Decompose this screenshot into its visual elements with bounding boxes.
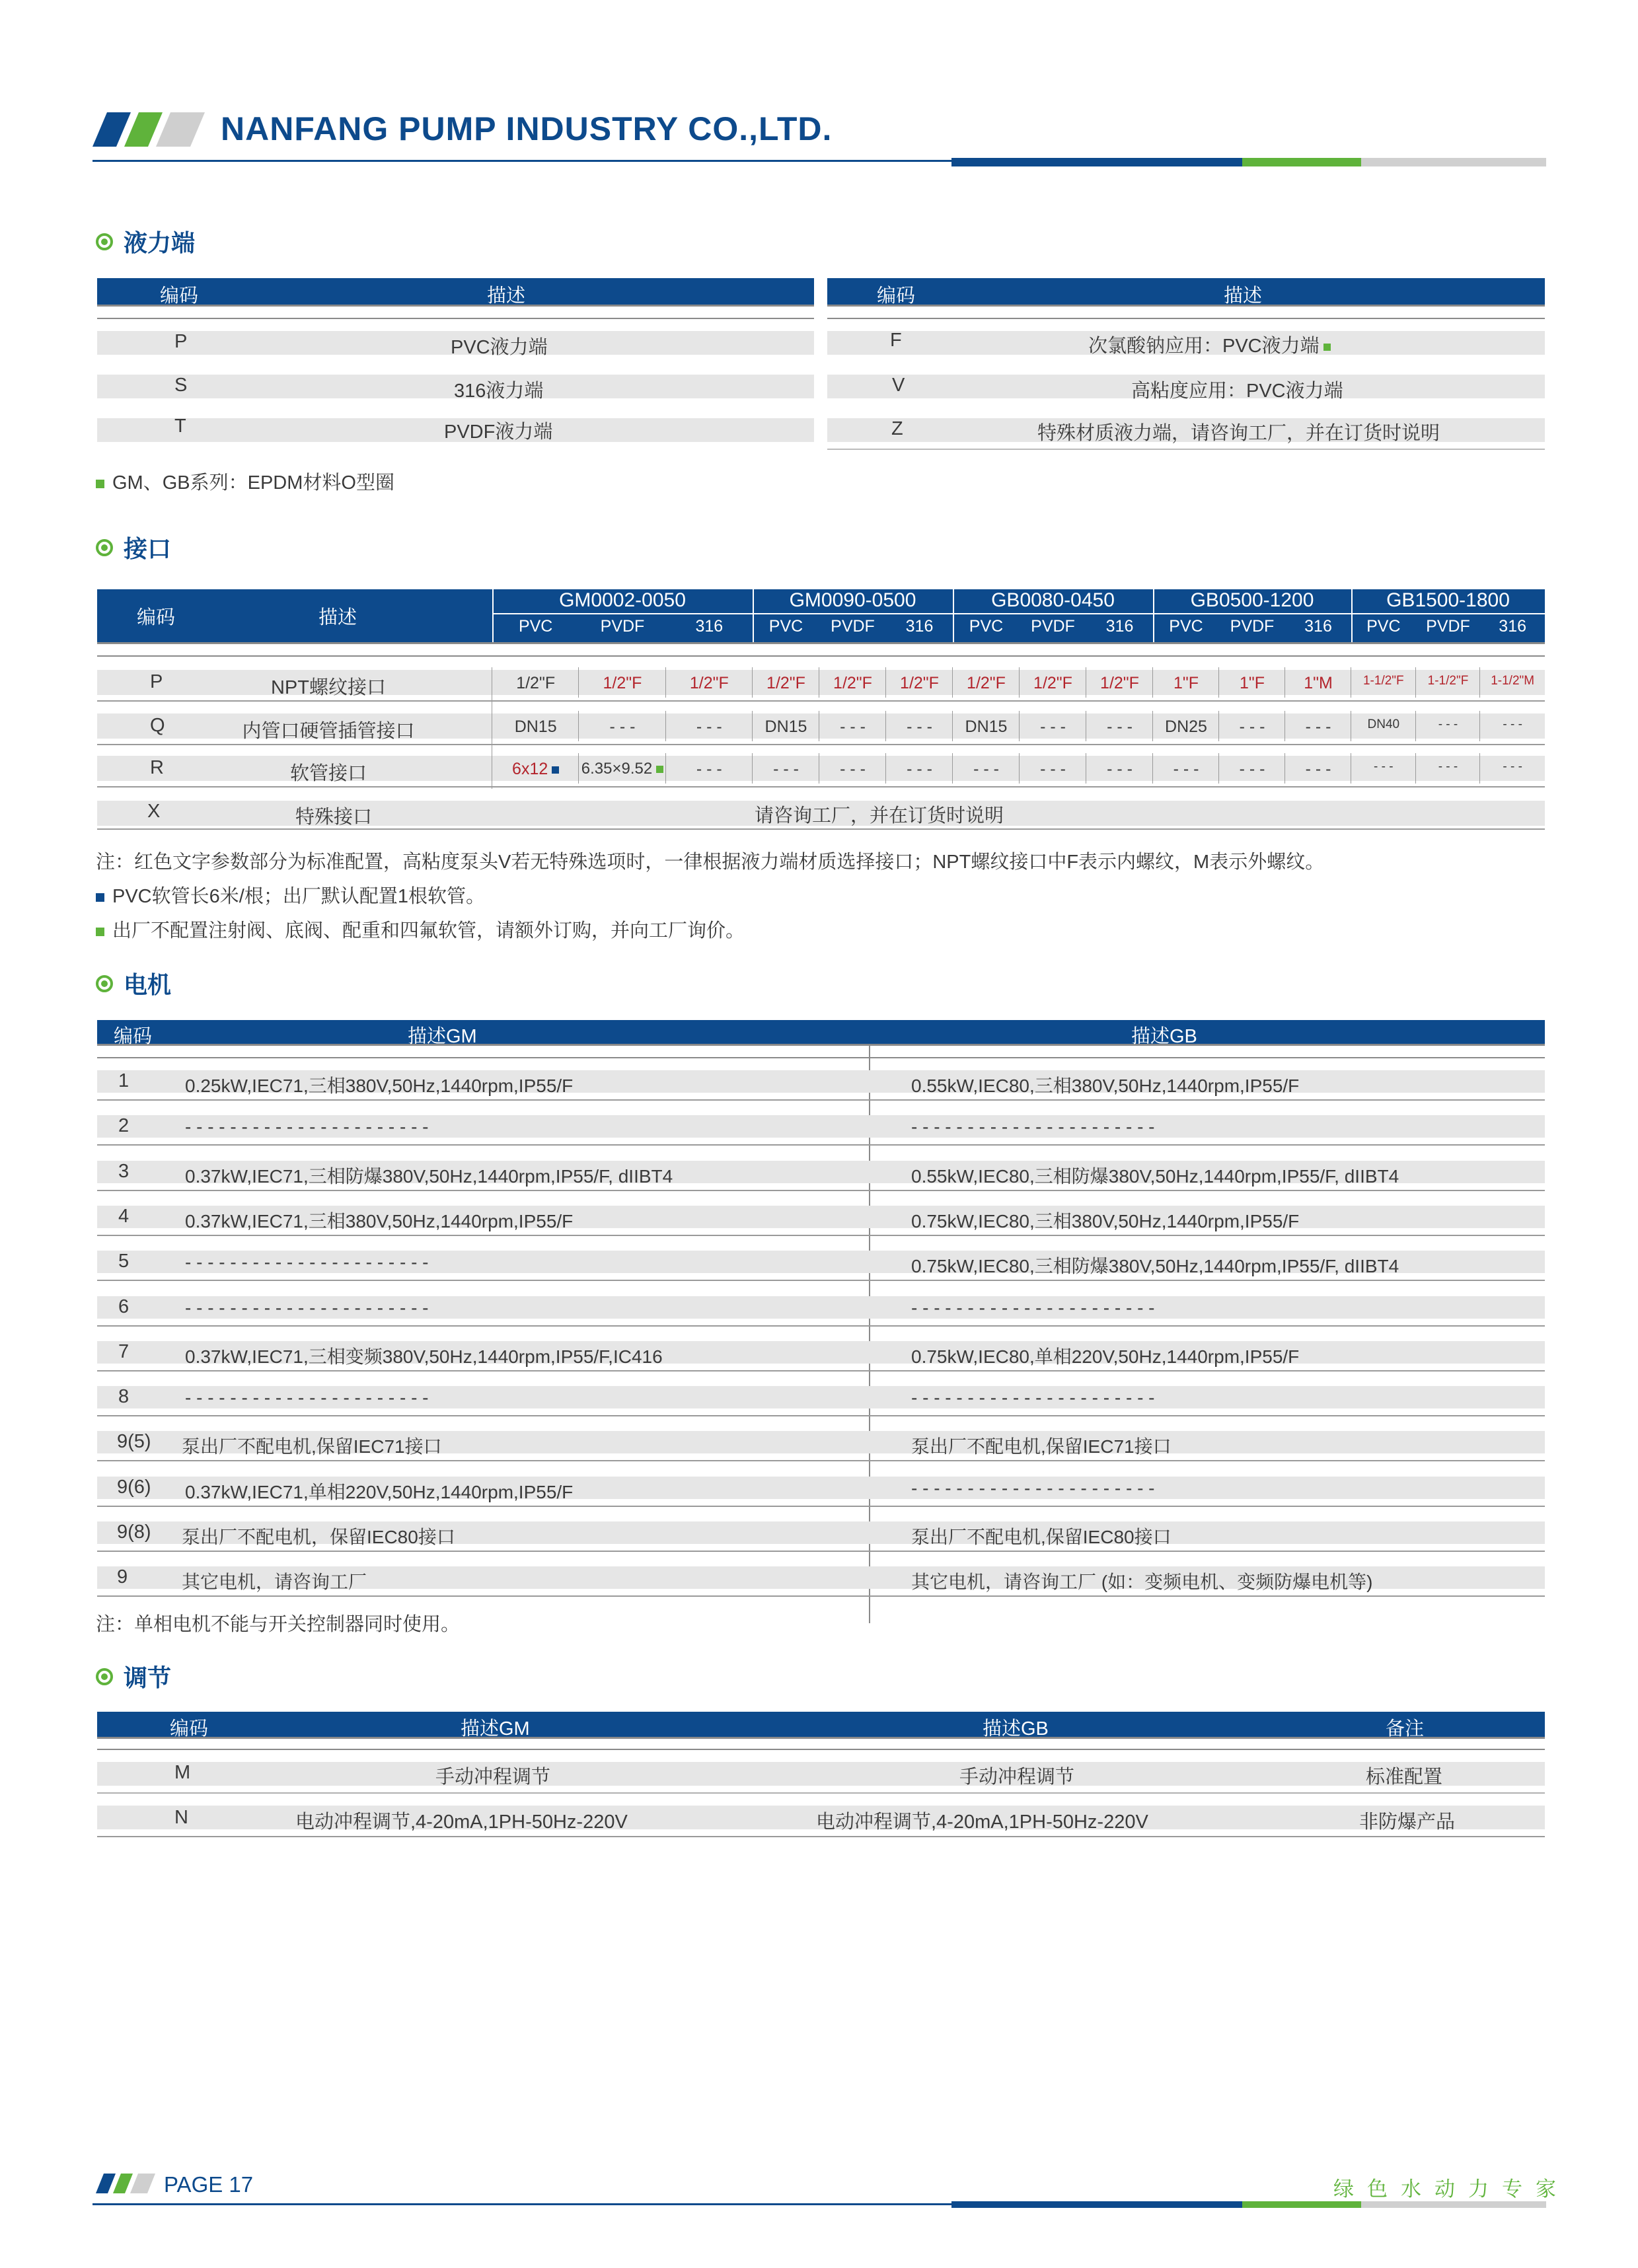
cell-gb: - - - - - - - - - - - - - - - - - - - - - - — [911, 1298, 1155, 1318]
cell-value-text: - - - — [1438, 760, 1458, 774]
cell-value — [1351, 674, 1416, 688]
cell-value-text: - - - — [973, 760, 999, 778]
section-title: 电机 — [124, 971, 172, 998]
material-header: 316 — [695, 617, 724, 636]
material-header: PVC — [1366, 617, 1401, 636]
cell-value — [753, 674, 819, 693]
cell-gb: 泵出厂不配电机,保留IEC71接口 — [911, 1436, 1172, 1457]
cell-code: N — [174, 1807, 188, 1828]
liquid-end-note — [96, 468, 394, 495]
cell-value — [666, 674, 753, 693]
material-header: 316 — [905, 617, 934, 636]
cell-value — [953, 674, 1020, 693]
cell-value-text: - - - — [1173, 760, 1199, 778]
cell-value-text: - - - — [1040, 717, 1066, 736]
footer-accent-gray — [1361, 2201, 1546, 2208]
row-divider — [97, 1144, 1545, 1146]
cell-value-text: 1/2"F — [900, 674, 939, 692]
cell-gm: 其它电机，请咨询工厂 — [182, 1572, 367, 1592]
section-interface — [96, 530, 171, 564]
note-text: 出厂不配置注射阀、底阀、配重和四氟软管，请额外订购，并向工厂询价。 — [112, 920, 745, 941]
cell-value-text: 1/2"F — [833, 674, 872, 692]
group-underline — [1153, 613, 1351, 614]
cell-value — [1086, 674, 1153, 693]
cell-desc: 内管口硬管插管接口 — [242, 721, 415, 742]
cell-gm: 0.25kW,IEC71,三相380V,50Hz,1440rpm,IP55/F — [185, 1076, 574, 1096]
header-accent-blue — [951, 158, 1242, 166]
cell-value — [1219, 760, 1285, 779]
cell-gb: 0.75kW,IEC80,单相220V,50Hz,1440rpm,IP55/F — [911, 1346, 1300, 1367]
cell-value — [1020, 760, 1086, 779]
company-name: NANFANG PUMP INDUSTRY CO.,LTD. — [221, 110, 833, 147]
cell-value — [753, 717, 819, 737]
row-divider — [97, 786, 1545, 787]
cell-desc: PVDF液力端 — [444, 421, 553, 443]
cell-code: 4 — [118, 1206, 130, 1227]
group-underline — [753, 613, 953, 614]
cell-gb: 其它电机，请咨询工厂 (如：变频电机、变频防爆电机等) — [911, 1572, 1373, 1592]
cell-code: 9 — [117, 1566, 128, 1588]
cell-desc: 特殊材质液力端，请咨询工厂，并在订货时说明 — [1037, 423, 1440, 444]
cell-code: 9(8) — [117, 1521, 151, 1543]
cell-value — [1153, 674, 1219, 693]
row-divider — [97, 1551, 1545, 1552]
cell-value — [886, 717, 953, 737]
cell-code: Q — [150, 715, 165, 736]
cell-value: 请咨询工厂，并在订货时说明 — [755, 805, 1004, 826]
cell-value-text: DN25 — [1165, 717, 1207, 736]
cell-value-text: 1/2"F — [1100, 674, 1139, 692]
cell-value — [886, 674, 953, 693]
cell-desc: PVC液力端 — [451, 337, 548, 358]
cell-code: T — [174, 416, 186, 437]
cell-gb: 电动冲程调节,4-20mA,1PH-50Hz-220V — [816, 1811, 1148, 1833]
cell-code: M — [174, 1762, 191, 1783]
bullet-circle-icon — [96, 233, 113, 250]
cell-value-text: - - - — [840, 760, 866, 778]
cell-gm: 手动冲程调节 — [435, 1767, 551, 1788]
cell-value — [1020, 717, 1086, 737]
row-divider — [97, 1792, 1545, 1794]
cell-value-text: 1"M — [1304, 674, 1333, 692]
cell-value-text: DN15 — [764, 717, 807, 736]
cell-value-text: 1/2"F — [967, 674, 1006, 692]
header-desc: 描述 — [318, 607, 357, 628]
cell-gm: 0.37kW,IEC71,三相380V,50Hz,1440rpm,IP55/F — [185, 1211, 574, 1231]
header-desc: 描述 — [1224, 285, 1263, 307]
note-text: GM、GB系列：EPDM材料O型圈 — [112, 472, 394, 494]
green-marker-icon — [96, 928, 104, 936]
section-adjust — [96, 1660, 171, 1693]
table-row — [97, 1762, 1545, 1786]
material-header: PVC — [768, 617, 803, 636]
interface-note-1: 注：红色文字参数部分为标准配置，高粘度泵头V若无特殊选项时，一律根据液力端材质选择接口；NPT螺纹接口中F表示内螺纹，M表示外螺纹。 — [96, 852, 1325, 873]
cell-gb: 手动冲程调节 — [959, 1767, 1075, 1788]
footer-slogan: 绿色水动力专家 — [1333, 2177, 1569, 2201]
cell-value — [1285, 717, 1351, 737]
material-header: 316 — [1105, 617, 1134, 636]
bullet-circle-icon — [96, 975, 113, 992]
cell-value-text: - - - — [907, 760, 932, 778]
material-header: PVC — [518, 617, 553, 636]
cell-gm: 0.37kW,IEC71,三相防爆380V,50Hz,1440rpm,IP55/F, dIIBT4 — [185, 1166, 673, 1187]
section-motor — [96, 967, 171, 1000]
motor-note: 注：单相电机不能与开关控制器同时使用。 — [96, 1614, 461, 1635]
cell-code: 8 — [118, 1386, 130, 1407]
cell-value — [666, 760, 753, 779]
cell-value-text: - - - — [696, 717, 722, 736]
cell-value — [492, 674, 579, 693]
cell-value — [579, 674, 665, 693]
row-divider — [97, 1415, 1545, 1416]
liquid-end-table-right — [827, 278, 1545, 450]
material-header: PVC — [1169, 617, 1203, 636]
cell-code: 9(5) — [117, 1431, 151, 1452]
cell-value — [579, 717, 665, 737]
cell-value-text: - - - — [609, 717, 636, 736]
header-code: 编码 — [170, 1718, 209, 1739]
green-marker-icon — [96, 480, 104, 488]
cell-code: P — [174, 331, 188, 352]
cell-value — [1285, 674, 1351, 693]
cell-gb: - - - - - - - - - - - - - - - - - - - - - - — [911, 1387, 1155, 1408]
cell-value — [579, 760, 665, 778]
cell-value — [1351, 760, 1416, 774]
cell-code: Z — [891, 418, 903, 439]
row-divider — [97, 1749, 1545, 1750]
cell-gm: 0.37kW,IEC71,三相变频380V,50Hz,1440rpm,IP55/F,IC416 — [185, 1346, 663, 1367]
cell-value-text: - - - — [1503, 717, 1522, 731]
cell-value-text: - - - — [907, 717, 932, 736]
bullet-circle-icon — [96, 1668, 113, 1685]
cell-code: P — [150, 671, 163, 692]
cell-desc — [1088, 331, 1331, 358]
cell-value-text: 1/2"F — [689, 674, 729, 692]
cell-gm: - - - - - - - - - - - - - - - - - - - - - - — [185, 1298, 429, 1318]
cell-value — [492, 717, 579, 737]
cell-value-text: 6x12 — [512, 760, 548, 778]
row-divider — [97, 318, 814, 319]
cell-value-text: - - - — [1374, 760, 1394, 774]
cell-gm: - - - - - - - - - - - - - - - - - - - - - - — [185, 1387, 429, 1408]
header-code: 编码 — [877, 285, 916, 307]
cell-value — [819, 717, 886, 737]
cell-desc: 316液力端 — [454, 381, 544, 402]
cell-gm: 0.37kW,IEC71,单相220V,50Hz,1440rpm,IP55/F — [185, 1482, 574, 1502]
cell-value — [1480, 717, 1545, 732]
cell-value-text: DN15 — [965, 717, 1008, 736]
cell-value — [1416, 674, 1481, 688]
cell-value — [1086, 760, 1153, 779]
material-header: PVDF — [1230, 617, 1275, 636]
row-divider — [97, 700, 1545, 702]
header-code: 编码 — [160, 285, 199, 307]
cell-value-text: - - - — [1503, 760, 1522, 774]
bullet-circle-icon — [96, 539, 113, 556]
cell-value — [819, 760, 886, 779]
cell-value — [753, 760, 819, 779]
cell-value — [1219, 717, 1285, 737]
section-title: 液力端 — [124, 229, 196, 256]
cell-value-text: 1/2"F — [1033, 674, 1072, 692]
row-divider — [97, 1460, 1545, 1461]
row-divider — [97, 1280, 1545, 1281]
table-header — [97, 278, 814, 307]
material-header: PVDF — [1031, 617, 1075, 636]
header-gm: 描述GM — [408, 1026, 477, 1047]
cell-value-text: - - - — [773, 760, 799, 778]
group-underline — [1351, 613, 1545, 614]
cell-value-text: - - - — [1107, 760, 1133, 778]
cell-code: 2 — [118, 1115, 130, 1136]
cell-value-text: 1"F — [1239, 674, 1265, 692]
cell-gm: - - - - - - - - - - - - - - - - - - - - - - — [185, 1116, 429, 1137]
material-header: PVDF — [831, 617, 875, 636]
group-underline — [953, 613, 1153, 614]
group-header: GM0090-0500 — [789, 589, 916, 611]
group-underline — [492, 613, 753, 614]
cell-value-text: DN15 — [514, 717, 557, 736]
material-header: 316 — [1304, 617, 1332, 636]
cell-value — [1480, 760, 1545, 774]
cell-gb: 0.55kW,IEC80,三相380V,50Hz,1440rpm,IP55/F — [911, 1076, 1300, 1096]
row-divider — [97, 1370, 1545, 1372]
cell-value — [1153, 717, 1219, 737]
cell-value-text: - - - — [1239, 717, 1265, 736]
cell-gb: 0.75kW,IEC80,三相380V,50Hz,1440rpm,IP55/F — [911, 1211, 1300, 1231]
row-divider — [97, 1099, 1545, 1101]
cell-value-text: - - - — [1305, 760, 1331, 778]
cell-value-text: 1"F — [1173, 674, 1199, 692]
cell-gm: 泵出厂不配电机,保留IEC71接口 — [182, 1436, 442, 1457]
cell-value-text: - - - — [840, 717, 866, 736]
cell-value-text: 1-1/2"F — [1427, 674, 1469, 688]
cell-value — [1086, 717, 1153, 737]
row-divider — [97, 828, 1545, 830]
cell-value — [666, 717, 753, 737]
cell-gb: - - - - - - - - - - - - - - - - - - - - - - — [911, 1116, 1155, 1137]
header-desc: 描述 — [487, 285, 526, 307]
cell-code: 6 — [118, 1296, 130, 1317]
footer-accent-green — [1242, 2201, 1361, 2208]
cell-gm: 泵出厂不配电机，保留IEC80接口 — [182, 1527, 455, 1547]
row-divider — [827, 449, 1545, 450]
group-header: GM0002-0050 — [559, 589, 686, 611]
cell-value-text: DN40 — [1367, 717, 1400, 731]
cell-desc-text: 次氯酸钠应用：PVC液力端 — [1088, 336, 1320, 357]
company-logo-icon — [93, 112, 205, 147]
cell-value-text: - - - — [1438, 717, 1458, 731]
cell-code: R — [150, 757, 164, 778]
section-liquid-end — [96, 225, 195, 258]
cell-gb: 泵出厂不配电机,保留IEC80接口 — [911, 1527, 1172, 1547]
group-header: GB1500-1800 — [1386, 589, 1510, 611]
cell-value — [1219, 674, 1285, 693]
cell-value-text: 1-1/2"M — [1491, 674, 1535, 688]
header-gm: 描述GM — [461, 1718, 530, 1739]
row-divider — [97, 1595, 1545, 1597]
row-divider — [97, 1190, 1545, 1191]
cell-remark: 标准配置 — [1366, 1767, 1443, 1788]
green-marker-icon — [656, 766, 663, 773]
cell-value-text: - - - — [1239, 760, 1265, 778]
row-divider — [97, 1325, 1545, 1327]
cell-code: 9(6) — [117, 1477, 151, 1498]
blue-marker-icon — [96, 893, 104, 902]
footer-accent-blue — [951, 2201, 1242, 2208]
footer-logo-icon — [96, 2174, 155, 2193]
blue-marker-icon — [552, 766, 559, 774]
material-header: 316 — [1499, 617, 1527, 636]
table-header — [97, 1020, 1545, 1046]
page-number: PAGE 17 — [164, 2172, 254, 2197]
cell-gb: 0.55kW,IEC80,三相防爆380V,50Hz,1440rpm,IP55/F, dIIBT4 — [911, 1166, 1399, 1187]
group-header: GB0080-0450 — [991, 589, 1115, 611]
cell-value — [1285, 760, 1351, 779]
motor-table — [97, 1020, 1545, 1598]
cell-value-text: - - - — [1107, 717, 1133, 736]
cell-value — [1416, 717, 1481, 732]
row-divider — [97, 1836, 1545, 1837]
liquid-end-table-left — [97, 278, 814, 450]
interface-note-3 — [96, 916, 745, 943]
row-divider — [827, 318, 1545, 319]
cell-value — [886, 760, 953, 779]
green-marker-icon — [1323, 344, 1331, 351]
cell-value-text: 1/2"F — [603, 674, 642, 692]
row-divider — [97, 1235, 1545, 1236]
cell-value — [1416, 760, 1481, 774]
header-gb: 描述GB — [1131, 1026, 1197, 1047]
material-header: PVDF — [1426, 617, 1470, 636]
cell-code: X — [147, 801, 161, 822]
cell-value — [1480, 674, 1545, 688]
cell-gb: 0.75kW,IEC80,三相防爆380V,50Hz,1440rpm,IP55/F, dIIBT4 — [911, 1256, 1399, 1276]
cell-value — [1020, 674, 1086, 693]
cell-value — [492, 760, 579, 779]
cell-gm: 电动冲程调节,4-20mA,1PH-50Hz-220V — [295, 1811, 628, 1833]
row-divider — [97, 655, 1545, 657]
adjust-table — [97, 1712, 1545, 1844]
header-accent-gray — [1361, 158, 1546, 166]
row-divider — [97, 1506, 1545, 1507]
cell-value-text: - - - — [1040, 760, 1066, 778]
cell-code: 1 — [118, 1070, 130, 1091]
cell-desc: 特殊接口 — [295, 807, 373, 828]
row-divider — [97, 744, 1545, 745]
material-header: PVDF — [600, 617, 645, 636]
material-header: PVC — [969, 617, 1004, 636]
cell-code: V — [892, 375, 905, 396]
cell-gb: - - - - - - - - - - - - - - - - - - - - - - — [911, 1478, 1155, 1498]
row-divider — [97, 1057, 1545, 1058]
interface-note-2 — [96, 881, 485, 908]
cell-value — [1351, 717, 1416, 732]
table-header — [827, 278, 1545, 307]
group-header: GB0500-1200 — [1190, 589, 1314, 611]
section-title: 调节 — [124, 1664, 172, 1691]
cell-code: F — [890, 330, 902, 351]
header-remark: 备注 — [1386, 1718, 1425, 1739]
cell-desc: 软管接口 — [289, 763, 367, 784]
cell-value-text: 1-1/2"F — [1362, 674, 1404, 688]
cell-value — [1153, 760, 1219, 779]
note-text: PVC软管长6米/根；出厂默认配置1根软管。 — [112, 886, 485, 907]
cell-value — [953, 760, 1020, 779]
header-code: 编码 — [114, 1026, 153, 1047]
header-accent-green — [1242, 158, 1361, 166]
cell-code: S — [174, 375, 188, 396]
cell-value-text: - - - — [696, 760, 722, 778]
cell-value — [819, 674, 886, 693]
cell-desc: 高粘度应用：PVC液力端 — [1131, 381, 1343, 402]
cell-code: 7 — [118, 1341, 130, 1362]
cell-remark: 非防爆产品 — [1359, 1811, 1456, 1833]
cell-value-text: 6.35×9.52 — [581, 760, 653, 778]
cell-desc: NPT螺纹接口 — [270, 677, 386, 698]
interface-table — [97, 589, 1545, 834]
cell-value-text: - - - — [1305, 717, 1331, 736]
cell-value-text: 1/2"F — [766, 674, 805, 692]
cell-code: 3 — [118, 1161, 130, 1182]
cell-gm: - - - - - - - - - - - - - - - - - - - - - - — [185, 1252, 429, 1272]
section-title: 接口 — [124, 535, 172, 562]
cell-code: 5 — [118, 1251, 130, 1272]
cell-value-text: 1/2"F — [516, 674, 556, 692]
cell-value — [953, 717, 1020, 737]
table-header — [97, 1712, 1545, 1739]
header-code: 编码 — [137, 607, 176, 628]
header-gb: 描述GB — [983, 1718, 1049, 1739]
